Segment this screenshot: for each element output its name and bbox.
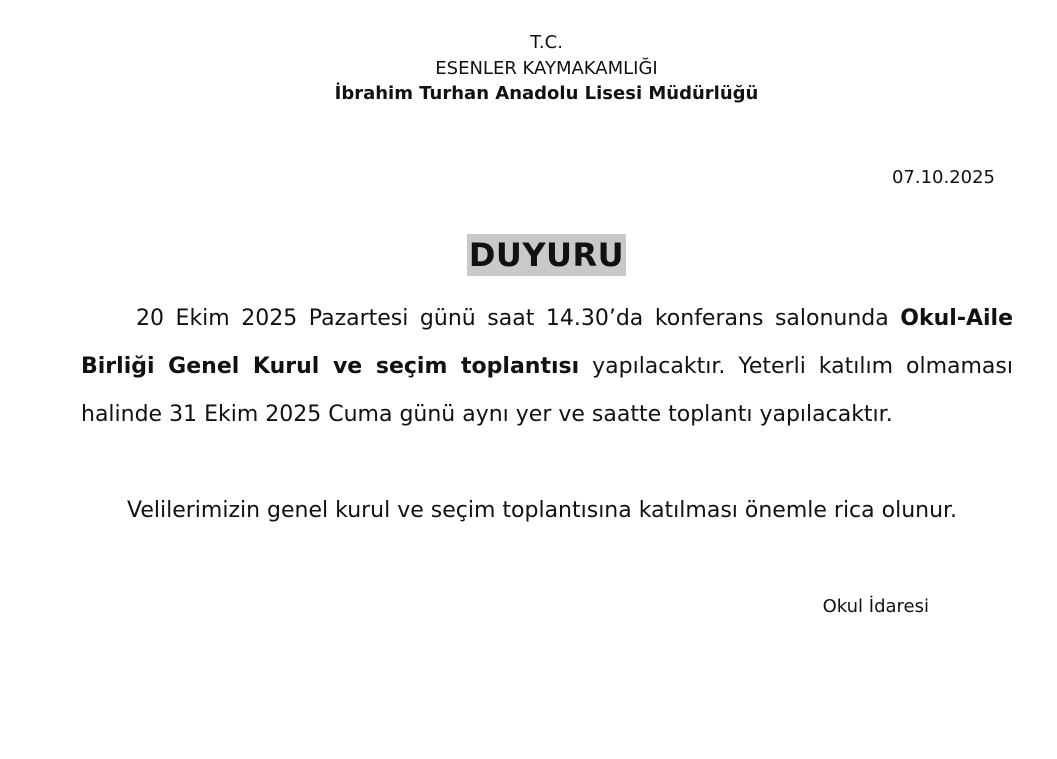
paragraph-1-text-start: 20 Ekim 2025 Pazartesi günü saat 14.30’da konferans salonunda [136,306,901,331]
header-district-governorship: ESENLER KAYMAKAMLIĞI [435,58,658,79]
title-wrapper [0,234,1057,276]
page-title: DUYURU [468,236,625,274]
signature: Okul İdaresi [822,596,929,617]
header-republic: T.C. [530,32,563,53]
header-school-directorate: İbrahim Turhan Anadolu Lisesi Müdürlüğü [334,83,759,104]
paragraph-1-bold-meeting: Okul-Aile Birliği Genel Kurul ve seçim toplantısı [81,306,1013,379]
document-date: 07.10.2025 [891,167,995,188]
body-paragraph-2: Velilerimizin genel kurul ve seçim toplantısına katılması önemle rica olunur. [127,498,958,523]
body-paragraph-1 [81,295,1013,439]
paragraph-1-text-end: yapılacaktır. Yeterli katılım olmaması halinde 31 Ekim 2025 Cuma günü aynı yer ve saatte toplantı yapılacaktır. [81,354,1013,427]
